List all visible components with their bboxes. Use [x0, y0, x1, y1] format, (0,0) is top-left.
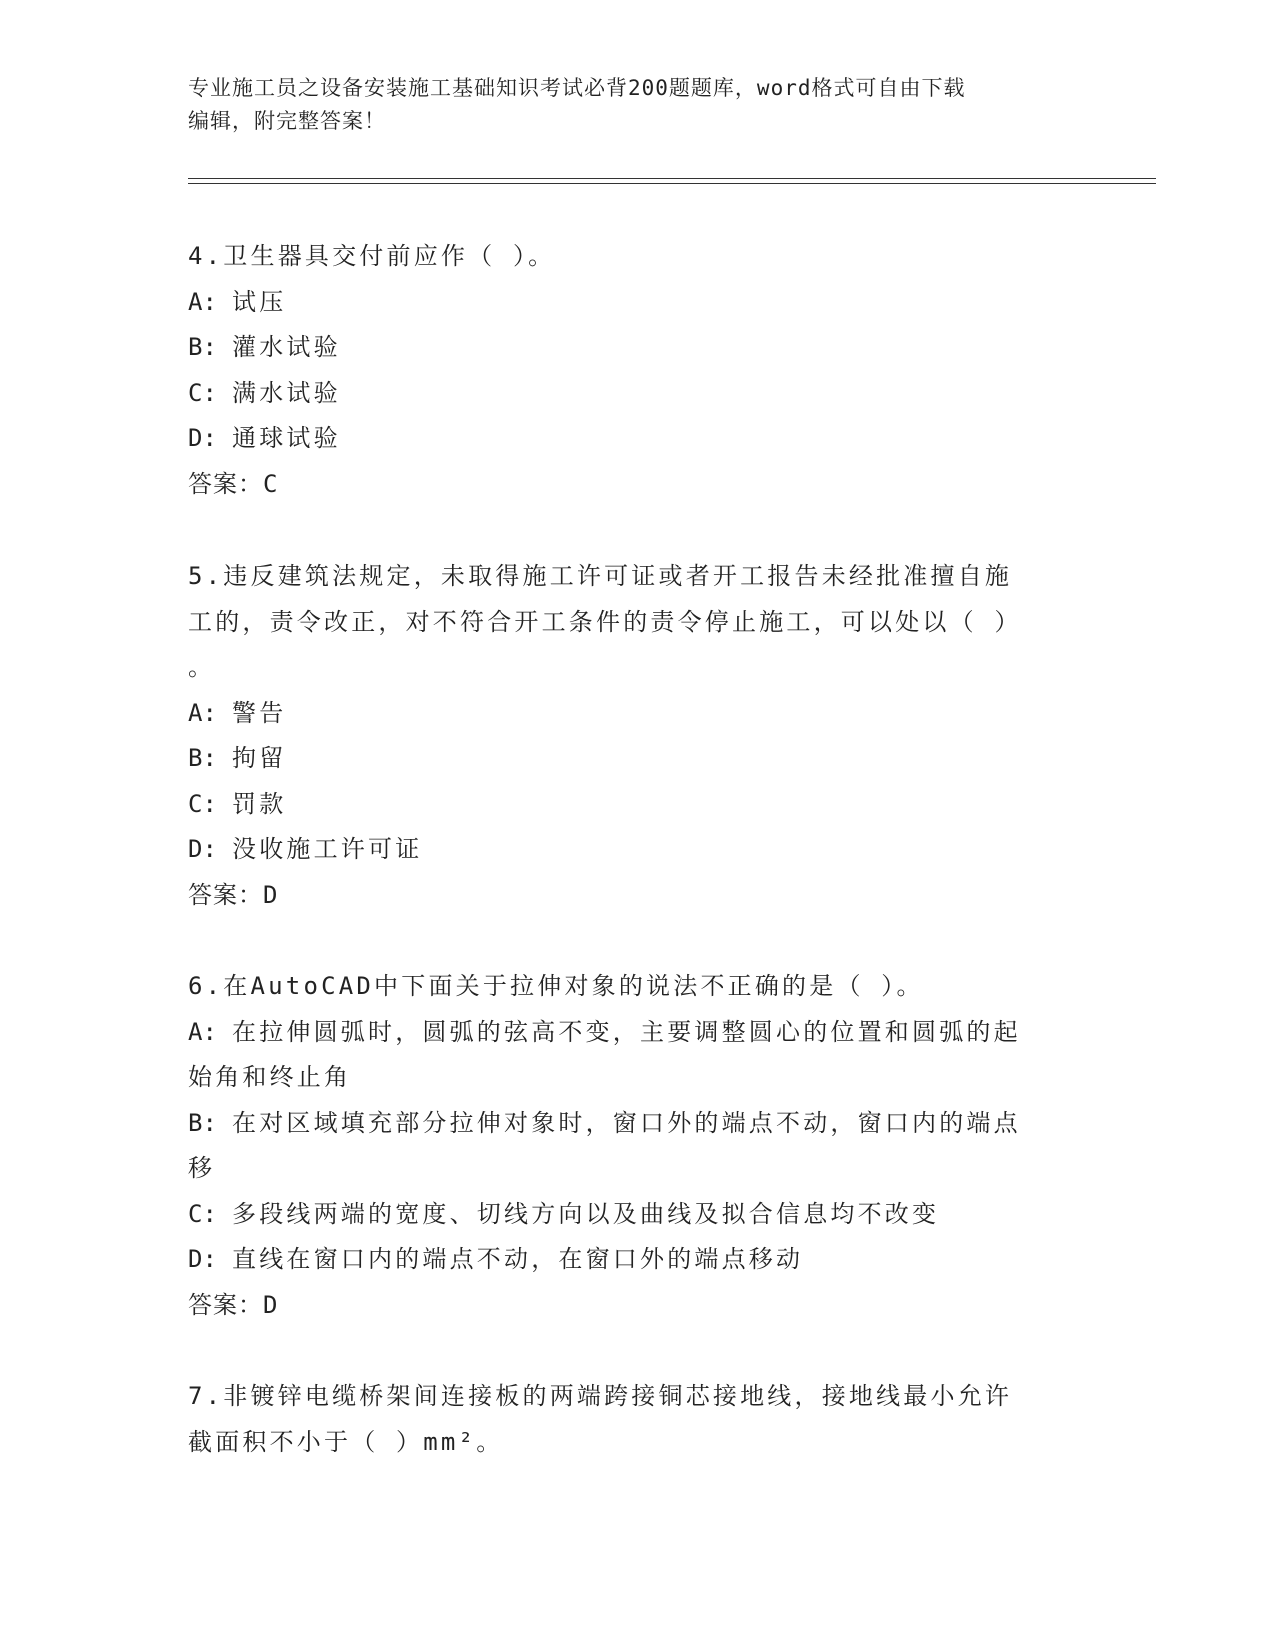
option-text: 试压 — [232, 287, 287, 316]
option-label: C: — [188, 378, 217, 407]
answer: 答案：C — [188, 469, 279, 498]
header-line-2: 编辑，附完整答案！ — [188, 109, 386, 133]
option-a-continued: 始角和终止角 — [188, 1063, 352, 1091]
option-text: 罚款 — [232, 789, 287, 818]
option-text: 多段线两端的宽度、切线方向以及曲线及拟合信息均不改变 — [232, 1199, 940, 1228]
header-rule-top — [188, 178, 1156, 179]
option-text: 在对区域填充部分拉伸对象时，窗口外的端点不动，窗口内的端点 — [232, 1108, 1021, 1137]
option-a — [188, 280, 1088, 326]
option-label: A: — [188, 1017, 217, 1046]
option-d — [188, 1237, 1088, 1283]
question-stem-line-2: 截面积不小于（ ）mm²。 — [188, 1427, 504, 1456]
question-4 — [188, 234, 1088, 507]
answer: 答案：D — [188, 880, 279, 909]
question-7 — [188, 1374, 1088, 1465]
option-label: B: — [188, 1108, 217, 1137]
option-b — [188, 1101, 1088, 1147]
option-c — [188, 371, 1088, 417]
option-label: A: — [188, 698, 217, 727]
option-c — [188, 782, 1088, 828]
option-label: C: — [188, 789, 217, 818]
option-text: 灌水试验 — [232, 333, 341, 361]
option-label: B: — [188, 333, 217, 361]
question-stem-line-2: 工的，责令改正，对不符合开工条件的责令停止施工，可以处以（ ） — [188, 607, 1022, 636]
option-text: 警告 — [232, 698, 287, 727]
question-stem: 6.在AutoCAD中下面关于拉伸对象的说法不正确的是（ ）。 — [188, 972, 924, 1000]
option-text: 在拉伸圆弧时，圆弧的弦高不变，主要调整圆心的位置和圆弧的起 — [232, 1017, 1021, 1046]
option-b — [188, 325, 1088, 371]
option-label: D: — [188, 835, 217, 863]
option-text: 没收施工许可证 — [232, 835, 423, 863]
option-label: A: — [188, 287, 217, 316]
option-label: D: — [188, 424, 217, 452]
option-b — [188, 736, 1088, 782]
option-label: C: — [188, 1199, 217, 1228]
option-d — [188, 827, 1088, 873]
option-text: 满水试验 — [232, 378, 341, 407]
question-stem-line-3: 。 — [188, 653, 216, 681]
option-label: B: — [188, 744, 217, 772]
option-text: 拘留 — [232, 744, 287, 772]
option-b-continued: 移 — [188, 1154, 216, 1182]
option-text: 直线在窗口内的端点不动，在窗口外的端点移动 — [232, 1245, 804, 1273]
option-a — [188, 1010, 1088, 1056]
option-d — [188, 416, 1088, 462]
option-c — [188, 1192, 1088, 1238]
question-5 — [188, 554, 1088, 918]
option-label: D: — [188, 1245, 217, 1273]
header-rule-bottom — [188, 183, 1156, 184]
option-text: 通球试验 — [232, 424, 341, 452]
document-header — [188, 72, 1088, 138]
question-stem: 4.卫生器具交付前应作（ ）。 — [188, 242, 556, 270]
question-stem-line-1: 7.非镀锌电缆桥架间连接板的两端跨接铜芯接地线，接地线最小允许 — [188, 1382, 1013, 1410]
question-stem-line-1: 5.违反建筑法规定，未取得施工许可证或者开工报告未经批准擅自施 — [188, 562, 1013, 590]
header-line-1: 专业施工员之设备安装施工基础知识考试必背200题题库，word格式可自由下载 — [188, 76, 966, 100]
answer: 答案：D — [188, 1290, 279, 1319]
option-a — [188, 691, 1088, 737]
question-6 — [188, 964, 1088, 1328]
